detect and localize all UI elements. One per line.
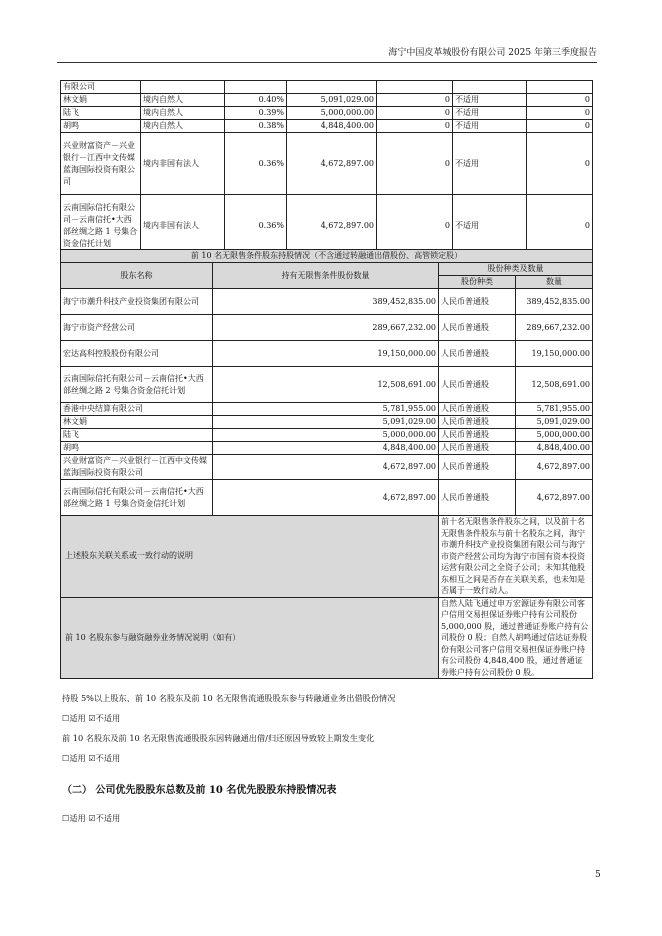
- unrestricted-row: [61, 403, 593, 416]
- unrestricted-row: [61, 289, 593, 315]
- shareholder-name: 兴业财富资产－兴业银行－江西中文传媒蓝海国际投资有限公司: [61, 133, 141, 195]
- share-kind-qty: 19,150,000.00: [516, 341, 593, 367]
- holder-name: 胡鸣: [61, 442, 213, 455]
- share-kind-qty: 4,848,400.00: [516, 442, 593, 455]
- section-heading: （二） 公司优先股股东总数及前 10 名优先股股东持股情况表: [62, 785, 337, 796]
- restricted-shares: 0: [377, 107, 453, 120]
- shares-held: 4,848,400.00: [287, 120, 377, 133]
- top-table-row: [61, 195, 593, 257]
- share-kind: 人民币普通股: [439, 341, 516, 367]
- share-kind-qty: 389,452,835.00: [516, 289, 593, 315]
- margin-text: 自然人陆飞通过申万宏源证券有限公司客户信用交易担保证券账户持有公司股份 5,000,000 股，通过普通证券账户持有公司股份 0 股；自然人胡鸣通过信达证券股份有限公司客户信用交易担保证券账户持有公司股份 4,848,400 股，通过普通证券账户持有公司股份 0 股。: [439, 597, 593, 679]
- pledge-qty: 0: [527, 195, 593, 257]
- section-options: ☐适用 ☑不适用: [62, 813, 121, 823]
- unrestricted-qty: 5,091,029.00: [213, 416, 439, 429]
- relation-label: 上述股东关联关系或一致行动的说明: [61, 516, 439, 598]
- restricted-shares: 0: [377, 94, 453, 107]
- pledge-qty: [527, 81, 593, 94]
- shareholder-type: 境内非国有法人: [141, 133, 225, 195]
- shareholder-type: [141, 81, 225, 94]
- shareholder-type: 境内自然人: [141, 107, 225, 120]
- unrestricted-row: [61, 455, 593, 480]
- share-kind-qty: 4,672,897.00: [516, 480, 593, 516]
- top-table-row: [61, 133, 593, 195]
- shareholder-name: 林文娟: [61, 94, 141, 107]
- note-change-options: ☐适用 ☑不适用: [62, 753, 121, 763]
- pledge-status: 不适用: [453, 133, 527, 195]
- unrestricted-row: [61, 442, 593, 455]
- shareholder-name: 陆飞: [61, 107, 141, 120]
- pledge-qty: 0: [527, 107, 593, 120]
- holder-name: 云南国际信托有限公司－云南信托•大西部丝绸之路 2 号集合资金信托计划: [61, 367, 213, 403]
- share-kind: 人民币普通股: [439, 315, 516, 341]
- note-change: 前 10 名股东及前 10 名无限售流通股股东因转融通出借/归还原因导致较上期发生变化: [62, 733, 375, 743]
- unrestricted-rows: [61, 289, 593, 516]
- unrestricted-qty: 4,672,897.00: [213, 480, 439, 516]
- top-table-row: [61, 120, 593, 133]
- pledge-status: 不适用: [453, 107, 527, 120]
- restricted-shares: 0: [377, 120, 453, 133]
- holder-name: 海宁市资产经营公司: [61, 315, 213, 341]
- col-header-kind-qty: 数量: [516, 276, 593, 289]
- shares-held: [287, 81, 377, 94]
- pledge-qty: 0: [527, 94, 593, 107]
- share-kind-qty: 289,667,232.00: [516, 315, 593, 341]
- restricted-shares: [377, 81, 453, 94]
- unrestricted-caption: 前 10 名无限售条件股东持股情况（不含通过转融通出借股份、高管锁定股）: [61, 250, 593, 263]
- unrestricted-row: [61, 315, 593, 341]
- shares-held: 5,091,029.00: [287, 94, 377, 107]
- holder-name: 陆飞: [61, 429, 213, 442]
- shares-held: 4,672,897.00: [287, 195, 377, 257]
- col-header-kind-group: 股份种类及数量: [439, 263, 593, 276]
- relation-text: 前十名无限售条件股东之间，以及前十名无限售条件股东与前十名股东之间，海宁市潮升科技产业投资集团有限公司与海宁市资产经营公司均为海宁市国有资本投资运营有限公司之全资子公司；未知其他股东相互之间是否存在关联关系，也未知是否属于一致行动人。: [439, 516, 593, 598]
- unrestricted-qty: 19,150,000.00: [213, 341, 439, 367]
- shareholder-name: 胡鸣: [61, 120, 141, 133]
- holding-percent: 0.36%: [225, 133, 287, 195]
- holding-percent: [225, 81, 287, 94]
- share-kind-qty: 5,000,000.00: [516, 429, 593, 442]
- shareholder-type: 境内自然人: [141, 120, 225, 133]
- shares-held: 4,672,897.00: [287, 133, 377, 195]
- unrestricted-qty: 5,000,000.00: [213, 429, 439, 442]
- page-header: [57, 42, 597, 63]
- top-shareholders-table-continued: [60, 80, 593, 257]
- unrestricted-row: [61, 480, 593, 516]
- page-number: 5: [595, 870, 601, 880]
- unrestricted-qty: 289,667,232.00: [213, 315, 439, 341]
- shareholder-name: 云南国际信托有限公司－云南信托•大西部丝绸之路 1 号集合资金信托计划: [61, 195, 141, 257]
- pledge-status: 不适用: [453, 195, 527, 257]
- margin-label: 前 10 名股东参与融资融券业务情况说明（如有）: [61, 597, 439, 679]
- shareholder-type: 境内自然人: [141, 94, 225, 107]
- share-kind: 人民币普通股: [439, 403, 516, 416]
- shareholder-name: 有限公司: [61, 81, 141, 94]
- unrestricted-qty: 4,848,400.00: [213, 442, 439, 455]
- holding-percent: 0.38%: [225, 120, 287, 133]
- top-table-body: [61, 81, 593, 257]
- pledge-qty: 0: [527, 120, 593, 133]
- pledge-status: 不适用: [453, 94, 527, 107]
- unrestricted-row: [61, 341, 593, 367]
- unrestricted-row: [61, 367, 593, 403]
- holder-name: 林文娟: [61, 416, 213, 429]
- top-table-row: [61, 94, 593, 107]
- restricted-shares: 0: [377, 195, 453, 257]
- holder-name: 宏达高科控股股份有限公司: [61, 341, 213, 367]
- col-header-kind: 股份种类: [439, 276, 516, 289]
- top-table-row: [61, 81, 593, 94]
- unrestricted-row: [61, 429, 593, 442]
- report-title: 海宁中国皮革城股份有限公司 2025 年第三季度报告: [388, 48, 597, 58]
- share-kind: 人民币普通股: [439, 480, 516, 516]
- shareholder-type: 境内非国有法人: [141, 195, 225, 257]
- col-header-name: 股东名称: [61, 263, 213, 289]
- shares-held: 5,000,000.00: [287, 107, 377, 120]
- holder-name: 海宁市潮升科技产业投资集团有限公司: [61, 289, 213, 315]
- unrestricted-qty: 4,672,897.00: [213, 455, 439, 480]
- pledge-qty: 0: [527, 133, 593, 195]
- share-kind: 人民币普通股: [439, 367, 516, 403]
- share-kind: 人民币普通股: [439, 442, 516, 455]
- col-header-qty: 持有无限售条件股份数量: [213, 263, 439, 289]
- unrestricted-qty: 389,452,835.00: [213, 289, 439, 315]
- unrestricted-row: [61, 416, 593, 429]
- holding-percent: 0.40%: [225, 94, 287, 107]
- restricted-shares: 0: [377, 133, 453, 195]
- share-kind-qty: 4,672,897.00: [516, 455, 593, 480]
- share-kind: 人民币普通股: [439, 429, 516, 442]
- holder-name: 香港中央结算有限公司: [61, 403, 213, 416]
- share-kind-qty: 12,508,691.00: [516, 367, 593, 403]
- unrestricted-qty: 12,508,691.00: [213, 367, 439, 403]
- top-table-row: [61, 107, 593, 120]
- pledge-status: 不适用: [453, 120, 527, 133]
- pledge-status: [453, 81, 527, 94]
- holder-name: 云南国际信托有限公司－云南信托•大西部丝绸之路 1 号集合资金信托计划: [61, 480, 213, 516]
- holding-percent: 0.39%: [225, 107, 287, 120]
- note-lending-options: ☐适用 ☑不适用: [62, 713, 121, 723]
- share-kind: 人民币普通股: [439, 416, 516, 429]
- holding-percent: 0.36%: [225, 195, 287, 257]
- holder-name: 兴业财富资产－兴业银行－江西中文传媒蓝海国际投资有限公司: [61, 455, 213, 480]
- note-lending: 持股 5%以上股东、前 10 名股东及前 10 名无限售流通股股东参与转融通业务出借股份情况: [62, 693, 396, 703]
- unrestricted-qty: 5,781,955.00: [213, 403, 439, 416]
- share-kind-qty: 5,091,029.00: [516, 416, 593, 429]
- share-kind-qty: 5,781,955.00: [516, 403, 593, 416]
- share-kind: 人民币普通股: [439, 455, 516, 480]
- unrestricted-shareholders-table: [60, 249, 593, 679]
- share-kind: 人民币普通股: [439, 289, 516, 315]
